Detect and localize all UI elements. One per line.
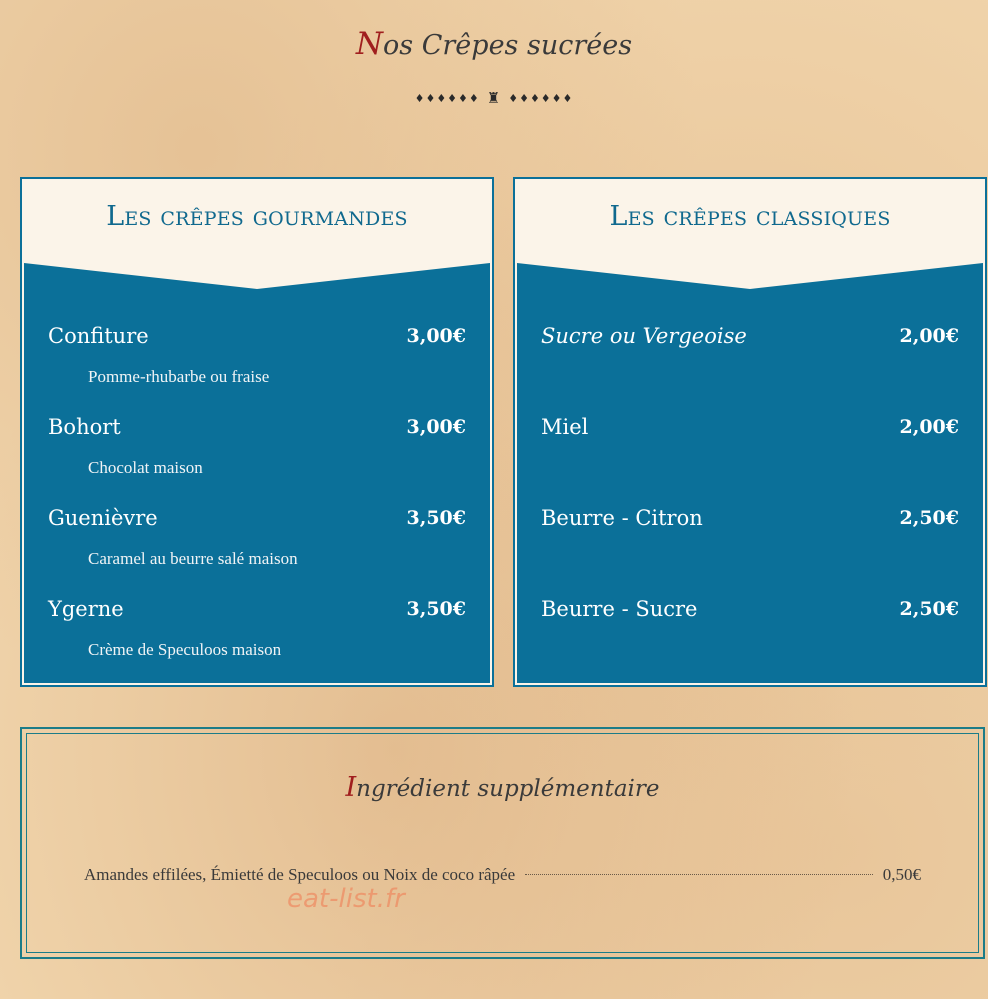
item-price: 3,50€ <box>406 598 466 620</box>
item-description: Caramel au beurre salé maison <box>88 549 298 568</box>
supplement-item-name: Amandes effilées, Émietté de Speculoos ou Noix de coco râpée <box>84 865 516 884</box>
page-title <box>0 26 988 62</box>
castle-icon: ♜ <box>486 89 502 107</box>
watermark: eat-list.fr <box>287 884 405 914</box>
classiques-card <box>515 179 985 685</box>
ornamental-divider <box>0 88 988 106</box>
header-chevron-shape <box>517 181 983 296</box>
divider-diamonds-left: ♦♦♦♦♦♦ <box>414 92 480 105</box>
classiques-title: Les crêpes classiques <box>609 201 891 232</box>
item-description: Pomme-rhubarbe ou fraise <box>88 367 270 386</box>
item-price: 3,00€ <box>406 325 466 347</box>
item-description: Crème de Speculoos maison <box>88 640 282 659</box>
supplement-price: 0,50€ <box>882 865 921 884</box>
item-price: 3,50€ <box>406 507 466 529</box>
supplement-box <box>20 727 985 959</box>
item-name: Beurre - Sucre <box>541 597 698 621</box>
item-description: Chocolat maison <box>88 458 203 477</box>
item-name: Bohort <box>48 415 121 439</box>
item-price: 2,50€ <box>899 507 959 529</box>
title-rest: os Crêpes sucrées <box>383 30 633 61</box>
item-price: 3,00€ <box>406 416 466 438</box>
dotted-leader <box>525 874 873 875</box>
item-name: Sucre ou Vergeoise <box>541 324 747 348</box>
item-name: Ygerne <box>48 597 124 621</box>
item-name: Confiture <box>48 324 149 348</box>
header-chevron-shape <box>24 181 490 296</box>
divider-diamonds-right: ♦♦♦♦♦♦ <box>508 92 574 105</box>
supplement-title-rest: ngrédient supplémentaire <box>356 776 660 802</box>
item-name: Miel <box>541 415 589 439</box>
gourmandes-title: Les crêpes gourmandes <box>106 201 408 232</box>
item-price: 2,00€ <box>899 416 959 438</box>
title-initial: N <box>355 26 384 62</box>
supplement-title-initial: I <box>345 772 357 803</box>
supplement-row <box>84 865 921 885</box>
gourmandes-card-header <box>24 181 490 296</box>
gourmandes-card <box>22 179 492 685</box>
classiques-card-header <box>517 181 983 296</box>
item-name: Guenièvre <box>48 506 158 530</box>
item-name: Beurre - Citron <box>541 506 703 530</box>
item-price: 2,00€ <box>899 325 959 347</box>
supplement-title <box>22 772 983 803</box>
item-price: 2,50€ <box>899 598 959 620</box>
supplement-inner-border <box>26 733 979 953</box>
